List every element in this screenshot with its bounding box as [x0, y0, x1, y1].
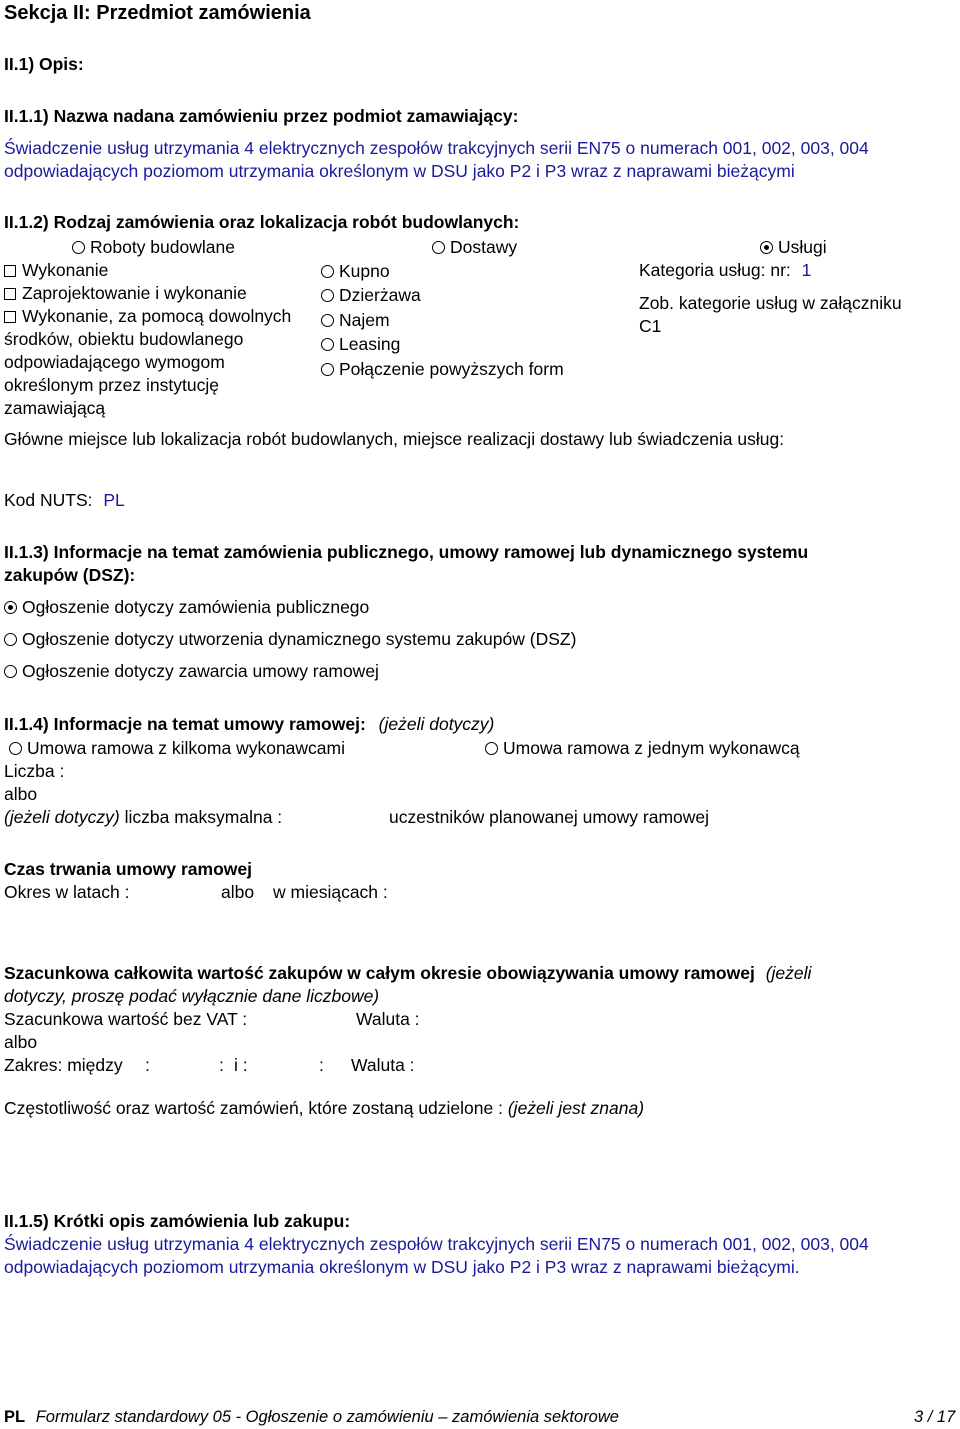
- radio-label: Ogłoszenie dotyczy utworzenia dynamicznego systemu zakupów (DSZ): [22, 629, 577, 649]
- radio-empty-icon: [321, 314, 334, 327]
- contract-name-line-2: odpowiadających poziomom utrzymania określonym w DSU jako P2 i P3 wraz z naprawami bieżącymi: [4, 161, 795, 181]
- radio-empty-icon: [321, 363, 334, 376]
- radio-selected-icon: [760, 241, 773, 254]
- checkbox-works-any-means[interactable]: [4, 305, 291, 328]
- or-text-1: albo: [4, 784, 38, 804]
- range-colon-3: :: [319, 1055, 324, 1075]
- radio-empty-icon: [4, 665, 17, 678]
- participants-label: uczestników planowanej umowy ramowej: [389, 807, 710, 827]
- radio-services[interactable]: [760, 236, 827, 259]
- radio-empty-icon: [321, 289, 334, 302]
- radio-empty-icon: [72, 241, 85, 254]
- works-any-means-cont-3: określonym przez instytucję: [4, 375, 219, 395]
- radio-rental[interactable]: [321, 309, 390, 332]
- service-category: [639, 259, 811, 282]
- range-label: Zakres: między: [4, 1055, 123, 1075]
- works-any-means-cont-1: środków, obiektu budowlanego: [4, 329, 244, 349]
- heading-ii11: II.1.1) Nazwa nadana zamówieniu przez podmiot zamawiający:: [4, 106, 519, 126]
- max-note: (jeżeli dotyczy): [4, 807, 120, 827]
- category-label: Kategoria usług: nr:: [639, 260, 791, 280]
- checkbox-icon: [4, 288, 16, 300]
- range-colon-2: :: [219, 1055, 224, 1075]
- total-value-note-2: dotyczy, proszę podać wyłącznie dane liczbowe): [4, 986, 380, 1006]
- radio-purchase[interactable]: [321, 260, 390, 283]
- nuts-label: Kod NUTS:: [4, 490, 93, 510]
- total-value-title-text: Szacunkowa całkowita wartość zakupów w całym okresie obowiązywania umowy ramowej: [4, 963, 755, 983]
- radio-label: Dzierżawa: [339, 285, 421, 305]
- location-label: Główne miejsce lub lokalizacja robót budowlanych, miejsce realizacji dostawy lub świadczenia usług:: [4, 429, 785, 449]
- radio-services-label: Usługi: [778, 237, 827, 257]
- works-any-means-cont-4: zamawiającą: [4, 398, 106, 418]
- frequency: [4, 1097, 644, 1120]
- radio-empty-icon: [4, 633, 17, 646]
- count-label: Liczba :: [4, 761, 65, 781]
- heading-ii15: II.1.5) Krótki opis zamówienia lub zakupu:: [4, 1211, 351, 1231]
- checkbox-icon: [4, 265, 16, 277]
- radio-supplies-label: Dostawy: [450, 237, 518, 257]
- checkbox-icon: [4, 311, 16, 323]
- footer-lang: PL: [4, 1408, 26, 1426]
- short-description-line-2: odpowiadających poziomom utrzymania określonym w DSU jako P2 i P3 wraz z naprawami bieżącymi.: [4, 1257, 800, 1277]
- radio-combination[interactable]: [321, 358, 564, 381]
- contract-name-line-1: Świadczenie usług utrzymania 4 elektrycznych zespołów trakcyjnych serii EN75 o numerach 001, 002, 003, 004: [4, 138, 869, 158]
- radio-label: Ogłoszenie dotyczy zawarcia umowy ramowej: [22, 661, 379, 681]
- radio-label: Leasing: [339, 334, 401, 354]
- radio-dps[interactable]: [4, 628, 576, 651]
- radio-label: Połączenie powyższych form: [339, 359, 564, 379]
- radio-works[interactable]: [72, 236, 235, 259]
- radio-label: Umowa ramowa z kilkoma wykonawcami: [27, 738, 345, 758]
- footer-form-name: Formularz standardowy 05 - Ogłoszenie o zamówieniu – zamówienia sektorowe: [35, 1408, 619, 1426]
- category-value: 1: [801, 260, 812, 280]
- section-title: Sekcja II: Przedmiot zamówienia: [4, 2, 311, 24]
- radio-works-label: Roboty budowlane: [90, 237, 235, 257]
- duration-title: Czas trwania umowy ramowej: [4, 859, 252, 879]
- category-note-1: Zob. kategorie usług w załączniku: [639, 293, 902, 313]
- radio-selected-icon: [4, 601, 17, 614]
- short-description-line-1: Świadczenie usług utrzymania 4 elektrycznych zespołów trakcyjnych serii EN75 o numerach 001, 002, 003, 004: [4, 1234, 869, 1254]
- radio-public-contract[interactable]: [4, 596, 369, 619]
- nuts-value: PL: [103, 490, 125, 510]
- heading-ii14-text: II.1.4) Informacje na temat umowy ramowej:: [4, 714, 366, 734]
- checkbox-works-design-execution[interactable]: [4, 282, 247, 305]
- range-and-label: i :: [234, 1055, 248, 1075]
- currency-label-1: Waluta :: [356, 1009, 420, 1029]
- frequency-label: Częstotliwość oraz wartość zamówień, które zostaną udzielone :: [4, 1098, 503, 1118]
- heading-ii12: II.1.2) Rodzaj zamówienia oraz lokalizacja robót budowlanych:: [4, 212, 520, 232]
- works-any-means-cont-2: odpowiadającego wymogom: [4, 352, 225, 372]
- footer-page-number: 3 / 17: [914, 1408, 956, 1426]
- radio-label: Umowa ramowa z jednym wykonawcą: [503, 738, 800, 758]
- or-text-2: albo: [221, 882, 255, 902]
- radio-empty-icon: [321, 265, 334, 278]
- checkbox-label: Wykonanie, za pomocą dowolnych: [22, 306, 292, 326]
- months-label: w miesiącach :: [273, 882, 388, 902]
- radio-leasing[interactable]: [321, 333, 400, 356]
- years-label: Okres w latach :: [4, 882, 130, 902]
- radio-empty-icon: [432, 241, 445, 254]
- value-excl-vat-label: Szacunkowa wartość bez VAT :: [4, 1009, 248, 1029]
- footer: [4, 1406, 619, 1429]
- heading-ii1: II.1) Opis:: [4, 54, 84, 74]
- total-value-title: [4, 962, 811, 985]
- radio-supplies[interactable]: [432, 236, 517, 259]
- radio-empty-icon: [321, 338, 334, 351]
- radio-framework-multi[interactable]: [9, 737, 345, 760]
- checkbox-works-execution[interactable]: [4, 259, 108, 282]
- max-participants: [4, 806, 282, 829]
- radio-label: Ogłoszenie dotyczy zamówienia publicznego: [22, 597, 370, 617]
- nuts-code: [4, 489, 125, 512]
- max-label: liczba maksymalna :: [124, 807, 283, 827]
- or-text-3: albo: [4, 1032, 38, 1052]
- radio-label: Kupno: [339, 261, 390, 281]
- radio-empty-icon: [9, 742, 22, 755]
- heading-ii13-line-2: zakupów (DSZ):: [4, 565, 136, 585]
- radio-lease[interactable]: [321, 284, 421, 307]
- heading-ii13-line-1: II.1.3) Informacje na temat zamówienia publicznego, umowy ramowej lub dynamicznego systemu: [4, 542, 809, 562]
- heading-ii14: [4, 713, 494, 736]
- currency-label-2: Waluta :: [351, 1055, 415, 1075]
- frequency-note: (jeżeli jest znana): [507, 1098, 645, 1118]
- radio-framework[interactable]: [4, 660, 379, 683]
- range-colon-1: :: [145, 1055, 150, 1075]
- checkbox-label: Wykonanie: [22, 260, 109, 280]
- radio-empty-icon: [485, 742, 498, 755]
- checkbox-label: Zaprojektowanie i wykonanie: [22, 283, 247, 303]
- radio-framework-single[interactable]: [485, 737, 800, 760]
- radio-label: Najem: [339, 310, 390, 330]
- heading-ii14-note: (jeżeli dotyczy): [378, 714, 495, 734]
- category-note-2: C1: [639, 316, 662, 336]
- total-value-note-1: (jeżeli: [765, 963, 812, 983]
